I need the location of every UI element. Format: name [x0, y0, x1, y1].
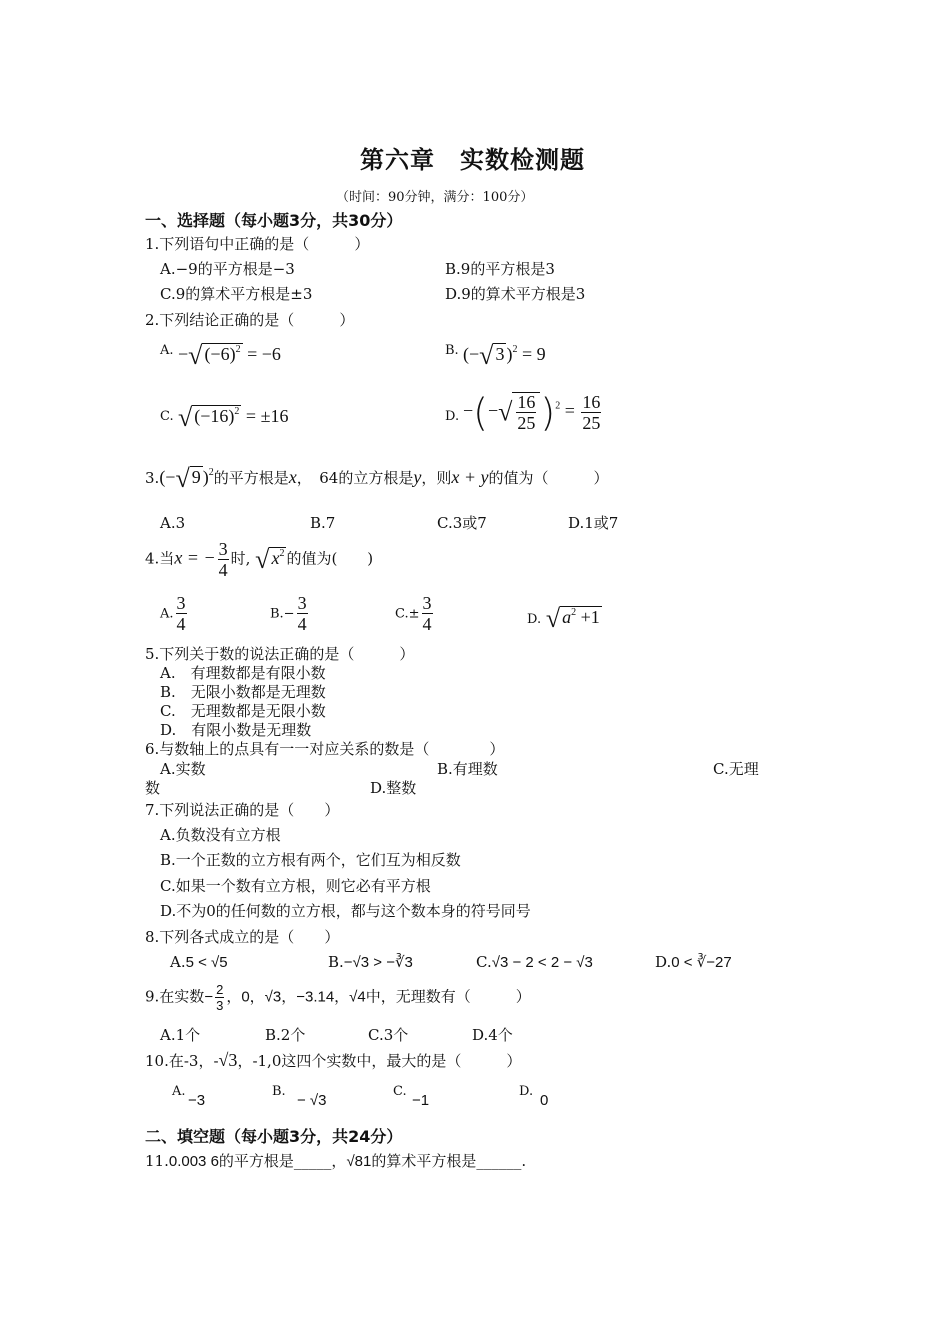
q3-option-b: B.7 [310, 514, 336, 532]
q11-blank-2: ______ [476, 1152, 522, 1170]
q9-option-c: C.3个 [368, 1026, 409, 1044]
q7-stem: 7.下列说法正确的是（ ） [145, 801, 340, 819]
q9-option-a: A.1个 [160, 1026, 201, 1044]
q6-option-a: A.实数 [160, 760, 206, 778]
q1-option-b: B.9的平方根是3 [445, 260, 555, 278]
q7-option-c: C.如果一个数有立方根，则它必有平方根 [160, 877, 431, 895]
q7-option-b: B.一个正数的立方根有两个，它们互为相反数 [160, 851, 461, 869]
q10-option-c-label: C. [393, 1084, 407, 1099]
q4-option-d: D. √ $a^2 +1$ [527, 604, 600, 633]
q2-option-d-label: D. [445, 409, 460, 424]
q2-option-b-expr: (−√ 3 )$^2$ = 9 [463, 341, 546, 370]
q2-option-c-expr: √ $(-16)^2 = \pm 16$ [178, 403, 289, 432]
q10-option-d-label: D. [519, 1084, 534, 1099]
q8-stem: 8.下列各式成立的是（ ） [145, 928, 340, 946]
q10-option-b-label: B. [272, 1084, 286, 1099]
q2-option-a-expr: −√ $(-6)^2 = -6$ [178, 341, 281, 370]
q6-option-d: D.整数 [370, 779, 417, 797]
q4-option-b: B.− $\frac{3}{4}$ [270, 593, 307, 634]
q1-option-a: A.−9的平方根是−3 [160, 260, 295, 278]
q8-option-c: C.√3 − 2 < 2 − √3 [476, 953, 593, 971]
q7-option-a: A.负数没有立方根 [160, 826, 281, 844]
page-title: 第六章 实数检测题 [360, 146, 585, 174]
q2-option-c-label: C. [160, 409, 174, 424]
q1-option-c: C.9的算术平方根是±3 [160, 285, 313, 303]
q2-stem: 2.下列结论正确的是（ ） [145, 311, 355, 329]
q6-option-c-line2: 数 [145, 779, 161, 797]
q6-stem: 6.与数轴上的点具有一一对应关系的数是（ ） [145, 740, 505, 758]
q11-stem: 11.0.003 6的平方根是_____，√81的算术平方根是______. [145, 1152, 527, 1170]
q9-stem: 9.在实数− $\frac{2}{3}$ ，0，√3，−3.14，√4中，无理数有（ ） [145, 982, 531, 1013]
q10-option-a-label: A. [172, 1084, 186, 1099]
q7-option-d: D.不为0的任何数的立方根，都与这个数本身的符号同号 [160, 902, 531, 920]
q5-option-b: B. 无限小数都是无理数 [160, 683, 326, 701]
q9-option-d: D.4个 [472, 1026, 513, 1044]
q10-option-c-value: −1 [412, 1092, 430, 1109]
q4-option-a: A. $\frac{3}{4}$ [160, 593, 186, 634]
q10-option-b-value: − √3 [297, 1092, 327, 1109]
q6-option-c-line1: C.无理 [713, 760, 759, 778]
q5-stem: 5.下列关于数的说法正确的是（ ） [145, 645, 415, 663]
q2-option-b-label: B. [445, 343, 459, 358]
q4-option-c: C.± $\frac{3}{4}$ [395, 593, 432, 634]
section-choice-heading: 一、选择题（每小题3分，共30分） [145, 211, 403, 230]
q3-option-a: A.3 [160, 514, 186, 532]
q2-option-a-label: A. [160, 343, 174, 358]
q8-option-d: D.0 < ∛−27 [655, 953, 732, 971]
q10-option-d-value: 0 [540, 1092, 549, 1109]
q2-option-d-expr: −(−√ $\frac{16}{25}$ )$^2$ = $\frac{16}{25}$ [463, 390, 601, 435]
q3-option-c: C.3或7 [437, 514, 487, 532]
q6-option-b: B.有理数 [437, 760, 498, 778]
q3-option-d: D.1或7 [568, 514, 619, 532]
q11-blank-1: _____ [293, 1152, 332, 1170]
q1-stem: 1.下列语句中正确的是（ ） [145, 235, 370, 253]
q4-stem: 4.当x = − $\frac{3}{4}$ 时, √ $x^2$ 的值为( ) [145, 539, 374, 580]
q5-option-a: A. 有理数都是有限小数 [160, 664, 326, 682]
q10-option-a-value: −3 [188, 1092, 206, 1109]
q9-option-b: B.2个 [265, 1026, 306, 1044]
time-score-note: （时间：90分钟，满分：100分） [336, 190, 534, 205]
section-fill-heading: 二、填空题（每小题3分，共24分） [145, 1127, 403, 1146]
q1-option-d: D.9的算术平方根是3 [445, 285, 586, 303]
q5-option-c: C. 无理数都是无限小数 [160, 702, 326, 720]
q8-option-a: A.5 < √5 [170, 953, 228, 971]
q8-option-b: B.−√3 > −∛3 [328, 953, 413, 971]
q3-stem: 3.(−√ 9 )$^2$的平方根是x， 64的立方根是y，则x + y的值为（ ） [145, 464, 609, 493]
q10-stem: 10.在-3，-√3，-1,0这四个实数中，最大的是（ ） [145, 1050, 522, 1070]
q5-option-d: D. 有限小数是无理数 [160, 721, 312, 739]
